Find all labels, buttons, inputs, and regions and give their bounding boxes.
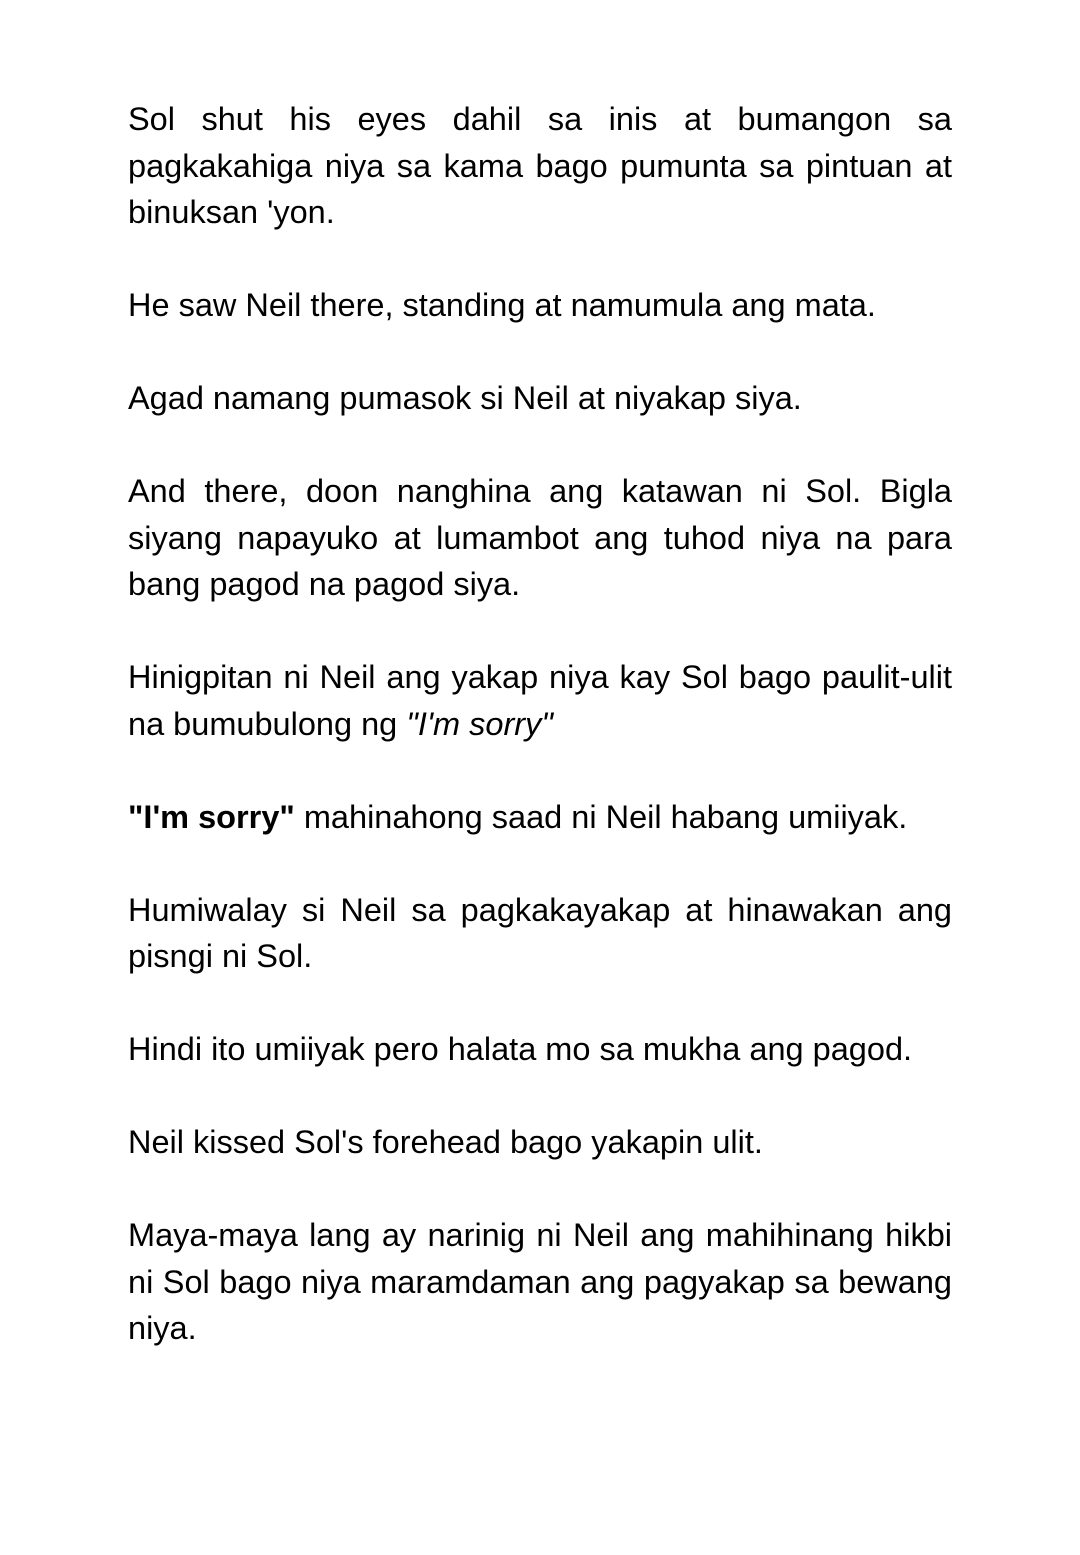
document-page (128, 96, 952, 1352)
paragraph-8 (128, 1026, 952, 1073)
paragraph-9 (128, 1119, 952, 1166)
paragraph-text: mahinahong saad ni Neil habang umiiyak. (294, 798, 908, 835)
paragraph-6 (128, 794, 952, 841)
paragraph-1 (128, 96, 952, 236)
italic-quote: "I'm sorry" (406, 705, 553, 742)
paragraph-7 (128, 887, 952, 980)
paragraph-text: Humiwalay si Neil sa pagkakayakap at hinawakan ang pisngi ni Sol. (128, 891, 952, 974)
paragraph-text: Hinigpitan ni Neil ang yakap niya kay Sol bago paulit-ulit na bumubulong ng (128, 659, 952, 742)
paragraph-text: He saw Neil there, standing at namumula ang mata. (128, 287, 876, 323)
paragraph-text: And there, doon nanghina ang katawan ni Sol. Bigla siyang napayuko at lumambot ang tuhod niya na para bang pagod na pagod siya. (128, 473, 952, 602)
paragraph-text: Sol shut his eyes dahil sa inis at bumangon sa pagkakahiga niya sa kama bago pumunta sa pintuan at binuksan 'yon. (128, 101, 952, 230)
paragraph-text: Maya-maya lang ay narinig ni Neil ang mahihinang hikbi ni Sol bago niya maramdaman ang pagyakap sa bewang niya. (128, 1217, 952, 1346)
paragraph-4 (128, 468, 952, 608)
paragraph-3 (128, 375, 952, 422)
bold-quote: "I'm sorry" (128, 798, 295, 835)
paragraph-10 (128, 1212, 952, 1352)
paragraph-text: Hindi ito umiiyak pero halata mo sa mukha ang pagod. (128, 1031, 913, 1067)
paragraph-5 (128, 654, 952, 747)
paragraph-text: Neil kissed Sol's forehead bago yakapin ulit. (128, 1124, 763, 1160)
paragraph-2 (128, 282, 952, 329)
paragraph-text: Agad namang pumasok si Neil at niyakap siya. (128, 380, 802, 416)
